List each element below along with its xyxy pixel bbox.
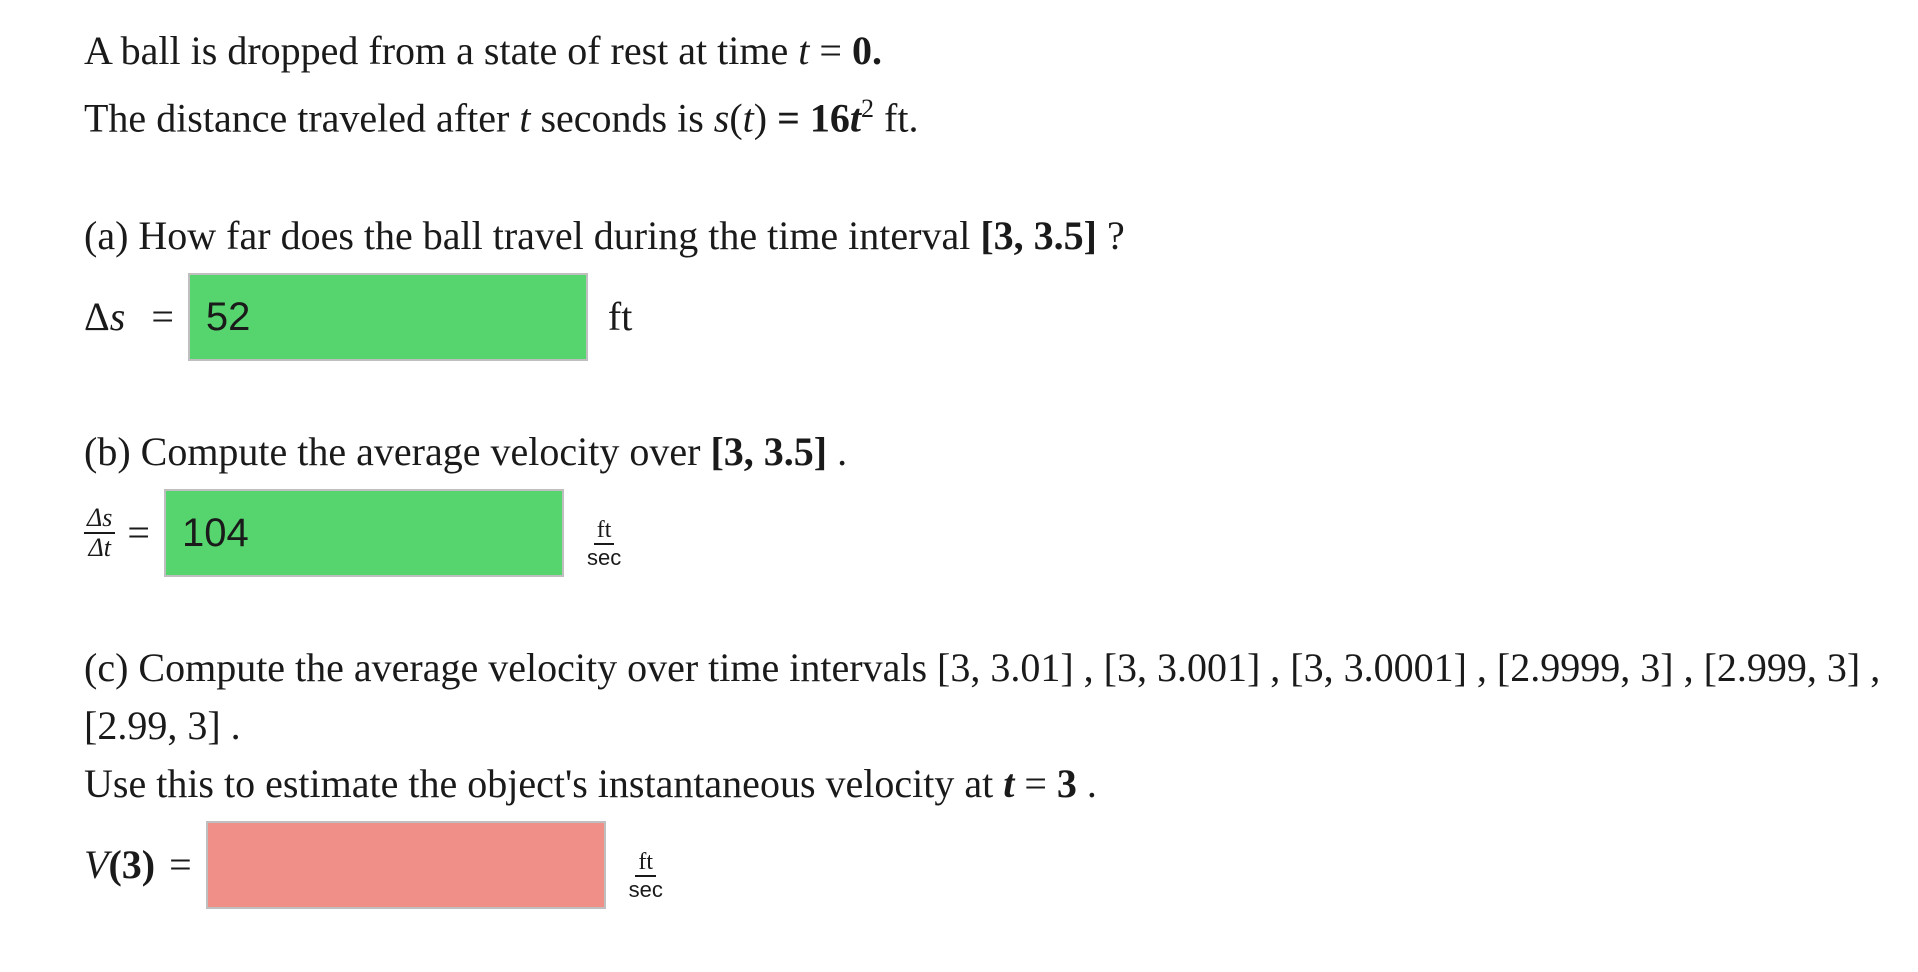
equals-sign: = <box>127 510 150 556</box>
unit-text: ft. <box>874 95 919 141</box>
question-text: (c) Compute the average velocity over time intervals [3, 3.01] , [3, 3.001] , [3, 3.0001] , [2.9999, 3] , [2.999, 3] , [2.99, 3] . <box>84 645 1881 749</box>
math-var-s: s <box>109 294 126 340</box>
intro-text: The distance traveled after <box>84 95 520 141</box>
unit-label <box>626 827 666 903</box>
unit-numerator: ft <box>635 849 656 877</box>
unit-numerator: ft <box>594 517 615 545</box>
part-a-answer-row <box>84 271 1884 363</box>
answer-value: 52 <box>205 295 251 340</box>
math-var-t: t <box>742 95 754 141</box>
math-arg: (3) <box>108 842 156 888</box>
math-func-v: V <box>84 842 109 888</box>
question-text: Use this to estimate the object's instantaneous velocity at <box>84 761 1004 807</box>
part-b-question <box>84 423 1884 481</box>
fraction-delta-s-over-delta-t <box>84 504 115 562</box>
math-exponent: 2 <box>861 94 875 123</box>
unit-denominator: sec <box>628 877 663 903</box>
math-paren: ( <box>729 95 743 141</box>
question-text: . <box>827 429 848 475</box>
part-b-answer-row <box>84 487 1884 579</box>
math-value: 0. <box>851 28 882 73</box>
interval: [3, 3.5] <box>710 429 828 475</box>
answer-label <box>84 836 155 894</box>
part-a-question <box>84 207 1884 265</box>
answer-input-b[interactable] <box>164 489 564 577</box>
part-c-question <box>84 639 1884 755</box>
question-text: (a) How far does the ball travel during the time interval <box>84 213 981 259</box>
part-c-answer-row <box>84 819 1884 911</box>
unit-fraction <box>626 849 666 903</box>
math-var-t: t <box>519 95 531 141</box>
equals-sign: = <box>151 294 174 340</box>
intro-text: A ball is dropped from a state of rest at time <box>84 28 799 73</box>
math-var-t: t <box>798 28 810 73</box>
math-paren: ) <box>753 95 768 141</box>
equals-sign: = <box>169 842 192 888</box>
unit-denominator: sec <box>586 545 622 571</box>
unit-fraction <box>584 517 624 571</box>
question-text: . <box>1076 761 1097 807</box>
delta-symbol: Δ <box>84 294 110 340</box>
question-text: ? <box>1097 213 1125 259</box>
intro-line-1 <box>84 22 1884 80</box>
problem-container <box>84 22 1884 911</box>
math-var-t: t <box>849 95 862 141</box>
math-value: 3 <box>1056 761 1077 807</box>
math-equals: = <box>1014 761 1057 807</box>
part-c-question-line-2 <box>84 755 1884 813</box>
answer-input-c[interactable] <box>206 821 606 909</box>
answer-input-a[interactable] <box>188 273 588 361</box>
math-coefficient: = 16 <box>767 95 850 141</box>
answer-value: 104 <box>181 511 249 556</box>
math-var-t: t <box>1003 761 1015 807</box>
interval: [3, 3.5] <box>980 213 1097 259</box>
math-func-s: s <box>713 95 730 141</box>
unit-label <box>584 495 624 571</box>
intro-line-2 <box>84 80 1884 147</box>
unit-label: ft <box>607 294 633 340</box>
question-text: (b) Compute the average velocity over <box>84 429 711 475</box>
fraction-denominator: Δt <box>88 533 111 563</box>
answer-label <box>84 288 125 346</box>
intro-text: seconds is <box>530 95 714 141</box>
math-equals: = <box>809 28 852 73</box>
fraction-numerator: Δs <box>84 504 115 534</box>
